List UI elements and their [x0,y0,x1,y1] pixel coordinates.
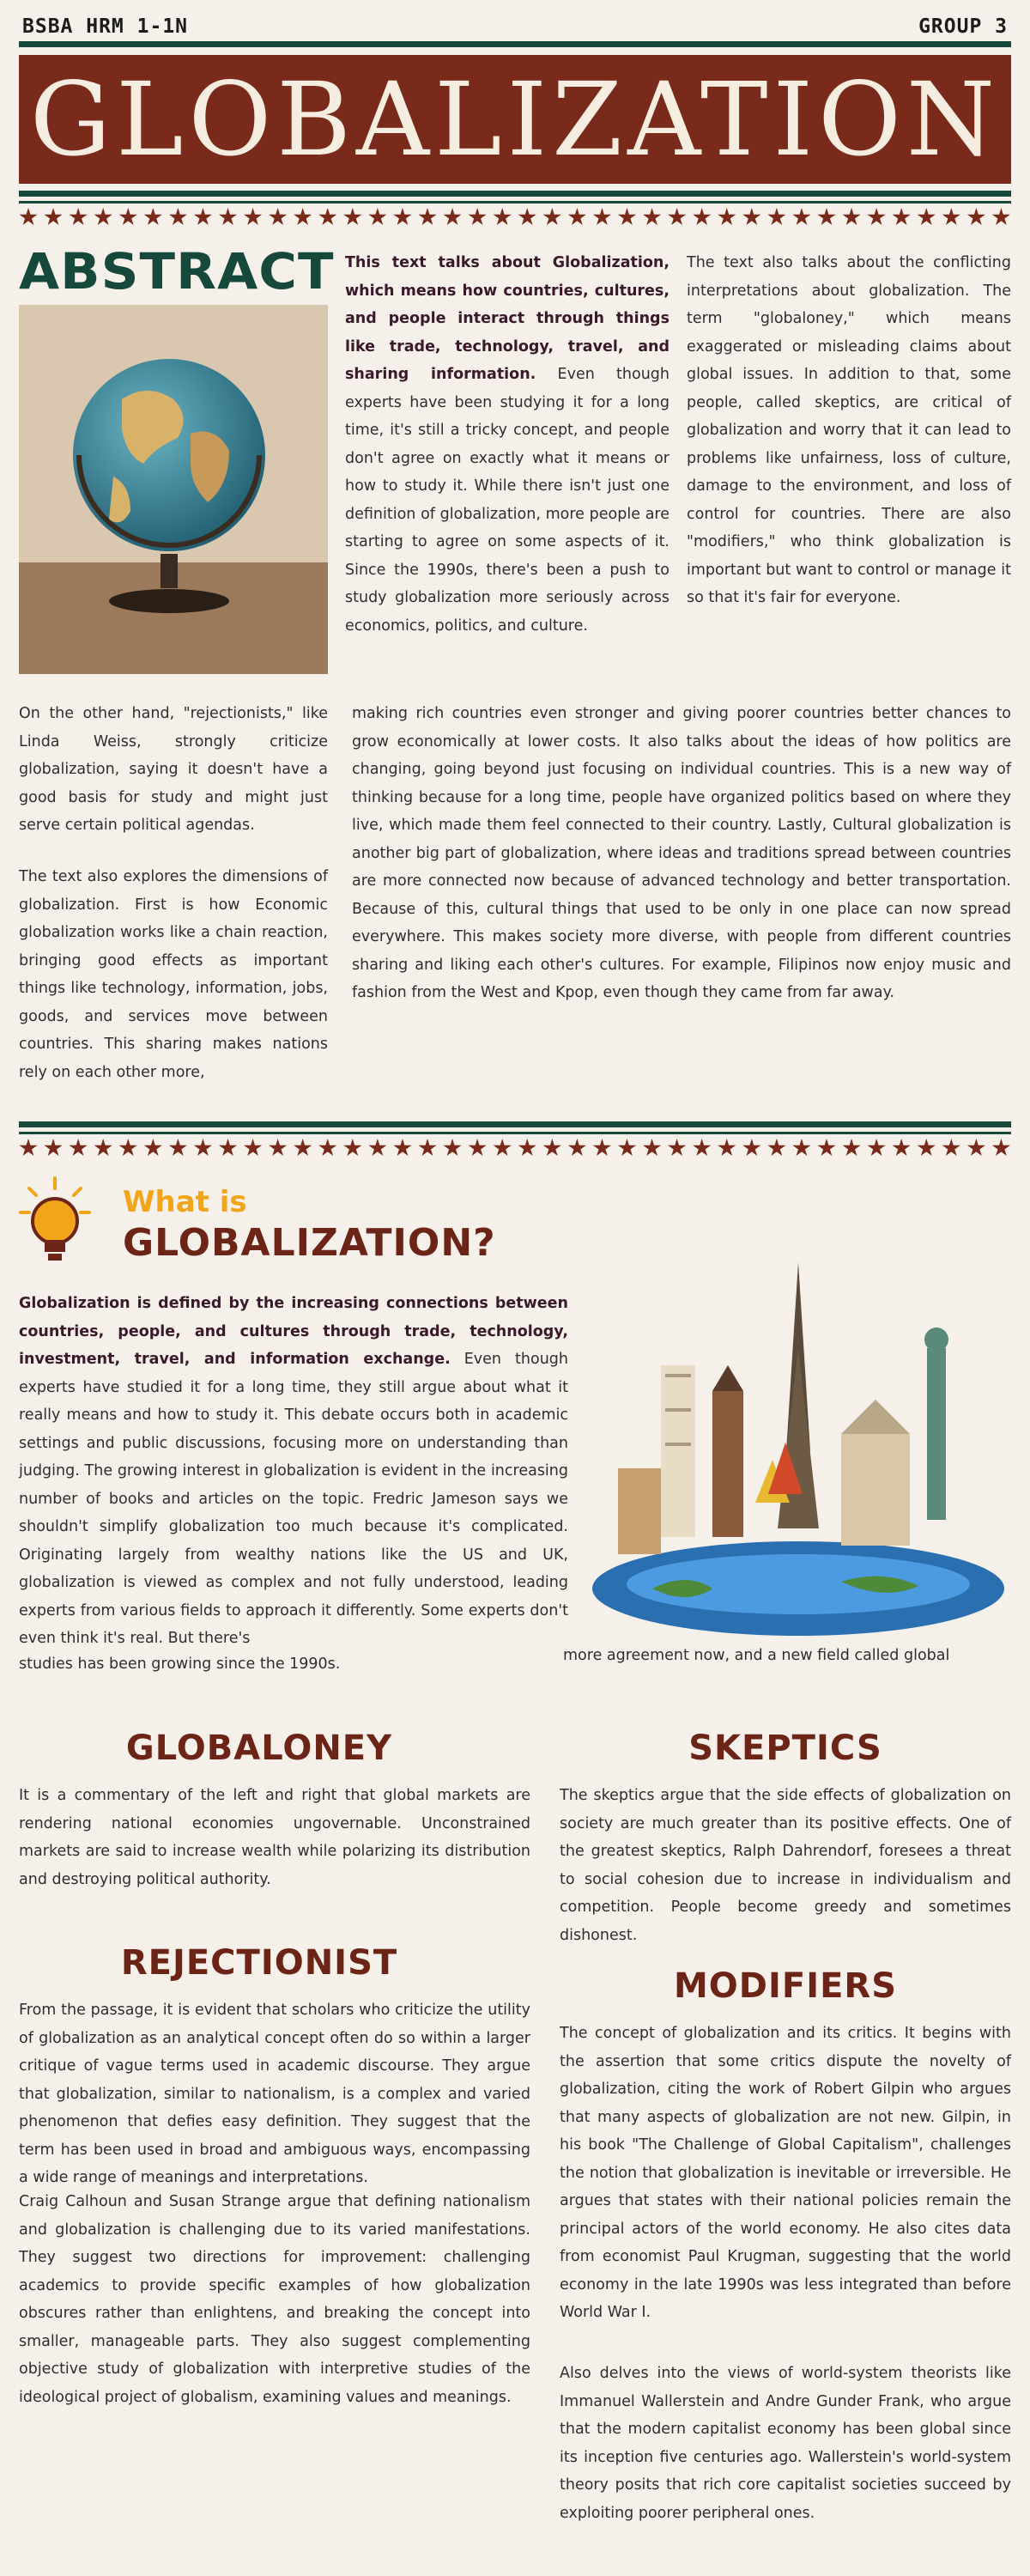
star-icon [393,1139,412,1157]
star-icon [842,1139,861,1157]
star-icon [468,208,487,227]
star-icon [942,208,960,227]
star-icon [418,1139,437,1157]
rule-thin [19,201,1011,204]
star-divider [19,208,1011,230]
star-icon [443,208,462,227]
star-icon [693,208,712,227]
globaloney-text: It is a commentary of the left and right that global markets are rendering national economies ungovernable. Unconstrained markets are said to increase wealth while polarizing its distribution and destroying political authority. [19,1787,530,1888]
star-icon [368,1139,387,1157]
star-icon [917,208,936,227]
star-icon [567,1139,586,1157]
whatis-heading: GLOBALIZATION? [123,1221,496,1265]
star-icon [493,208,512,227]
star-icon [118,208,137,227]
star-icon [817,208,836,227]
star-icon [792,1139,811,1157]
star-icon [493,1139,512,1157]
star-icon [343,208,362,227]
star-icon [143,1139,162,1157]
whatis-text-end: studies has been growing since the 1990s. [19,1656,341,1673]
star-icon [19,208,38,227]
star-divider [19,1139,1011,1161]
star-icon [443,1139,462,1157]
star-icon [244,1139,263,1157]
star-icon [867,208,886,227]
star-icon [792,208,811,227]
star-icon [69,1139,88,1157]
star-icon [393,208,412,227]
course-label: BSBA HRM 1-1N [22,15,189,38]
star-icon [244,208,263,227]
star-icon [368,208,387,227]
star-icon [767,208,786,227]
abstract-right-p: making rich countries even stronger and giving poorer countries better chances to grow economically at lower costs. It also talks about the ideas of how politics are changing, going beyond just focusing on individual countries. This is a new way of thinking because for a long time, people have organized politics based on where they live, which made them feel connected to their country. Lastly, Cultural globalization is another big part of globalization, where ideas and traditions spread between countries are more connected now because of advanced technology and better transportation. Because of this, cultural things that used to be only in one place can now spread everywhere. This makes society more diverse, with people from different countries sharing and liking each other's cultures. For example, Filipinos now enjoy music and fashion from the West and Kpop, even though they came from far away. [352,705,1011,1001]
star-icon [718,208,736,227]
skeptics-text: The skeptics argue that the side effects of globalization on society are much greater than its positive effects. One of the greatest skeptics, Ralph Dahrendorf, foresees a threat to social cohesion due to increase in individualism and competition. People become greedy and sometimes dishonest. [560,1787,1011,1944]
star-icon [219,1139,238,1157]
star-icon [143,208,162,227]
skeptics-heading: SKEPTICS [688,1728,882,1768]
globe-image [19,305,328,674]
abstract-heading: ABSTRACT [19,242,335,301]
abstract-left-p2: The text also explores the dimensions of globalization. First is how Economic globalization works like a chain reaction, bringing good effects as important things like technology, information, jobs, goods, and services move between countries. This sharing makes nations rely on each other more, [19,868,328,1081]
star-icon [892,208,911,227]
star-icon [693,1139,712,1157]
top-rule [19,41,1011,47]
star-icon [294,208,312,227]
star-icon [94,208,112,227]
modifiers-p1: The concept of globalization and its critics. It begins with the assertion that some critics dispute the novelty of globalization, citing the work of Robert Gilpin who argues that many aspects of globalization are not new. Gilpin, in his book "The Challenge of Global Capitalism", challenges the notion that globalization is inevitable or irreversible. He argues that states with their national policies remain the principal actors of the world economy. He also cites data from economist Paul Krugman, suggesting that the world economy in the late 1990s was less integrated than before World War I. [560,2025,1011,2321]
star-icon [567,208,586,227]
star-icon [991,208,1010,227]
star-icon [219,208,238,227]
star-icon [917,1139,936,1157]
star-icon [343,1139,362,1157]
rule-thin [19,1132,1011,1134]
star-icon [618,208,637,227]
abstract-left-p1: On the other hand, "rejectionists," like Linda Weiss, strongly criticize globalization, saying it doesn't have a good basis for study and might just serve certain political agendas. [19,705,328,834]
star-icon [269,1139,288,1157]
star-icon [542,1139,561,1157]
lightbulb-icon [19,1176,91,1271]
star-icon [118,1139,137,1157]
star-icon [592,1139,611,1157]
star-icon [168,1139,187,1157]
star-icon [318,1139,337,1157]
star-icon [69,208,88,227]
star-icon [742,208,761,227]
rejectionist-p1: From the passage, it is evident that scholars who criticize the utility of globalization as an analytical concept often do so within a larger critique of vague terms used in academic discourse. They argue that globalization, similar to nationalism, is a complex and varied phenomenon that defies easy definition. They suggest that the term has been used in broad and ambiguous ways, encompassing a wide range of meanings and interpretations. [19,2002,530,2186]
star-icon [618,1139,637,1157]
star-icon [742,1139,761,1157]
rejectionist-p2: Craig Calhoun and Susan Strange argue that defining nationalism and globalization is challenging due to its varied manifestations. They suggest two directions for improvement: challenging academics to provide specific examples of how globalization obscures rather than enlightens, and breaking the concept into smaller, manageable parts. They also suggest complementing objective study of globalization with interpretive studies of the ideological project of globalism, examining values and meanings. [19,2193,530,2406]
star-icon [468,1139,487,1157]
star-icon [44,208,63,227]
page-title: GLOBALIZATION [29,60,1001,179]
title-banner [19,55,1011,184]
abstract-col2: The text also talks about the conflicting interpretations about globalization. The term "globaloney," which means exaggerated or misleading claims about global issues. In addition to that, some people, called skeptics, are critical of globalization and worry that it can lead to problems like unfairness, loss of culture, damage to the environment, and loss of control for countries. There are also "modifiers," who think globalization is important but want to control or manage it so that it's fair for everyone. [687,254,1011,606]
star-icon [668,208,687,227]
star-icon [518,208,536,227]
star-icon [643,208,662,227]
group-label: GROUP 3 [918,15,1008,38]
star-icon [643,1139,662,1157]
star-icon [817,1139,836,1157]
star-icon [668,1139,687,1157]
whatis-text-tail: more agreement now, and a new field called global [563,1647,950,1664]
star-icon [168,208,187,227]
star-icon [592,208,611,227]
star-icon [19,1139,38,1157]
star-icon [942,1139,960,1157]
star-icon [867,1139,886,1157]
star-icon [94,1139,112,1157]
rule [19,191,1011,197]
star-icon [418,208,437,227]
star-icon [966,208,985,227]
star-icon [193,208,212,227]
abstract-col1: This text talks about Globalization, which means how countries, cultures, and people interact through things like trade, technology, travel, and sharing information. Even though experts have been studying it for a long time, it's still a tricky concept, and people don't agree on exactly what it means or how to study it. While there isn't just one definition of globalization, more people are starting to agree on some aspects of it. Since the 1990s, there's been a push to study globalization more seriously across economics, politics, and culture. [345,254,670,635]
star-icon [718,1139,736,1157]
rule [19,1121,1011,1127]
star-icon [991,1139,1010,1157]
star-icon [542,208,561,227]
star-icon [767,1139,786,1157]
star-icon [193,1139,212,1157]
globaloney-heading: GLOBALONEY [125,1728,393,1768]
whatis-text: Globalization is defined by the increasing connections between countries, people, and cultures through trade, technology, investment, travel, and information exchange. Even though experts have studied it for a long time, they still argue about what it really means and how to study it. This debate occurs both in academic settings and public discussions, focusing more on understanding than judging. The growing interest in globalization is evident in the increasing number of books and articles on the topic. Fredric Jameson says we shouldn't simplify globalization too much because it's complicated. Originating largely from wealthy nations like the US and UK, globalization is viewed as complex and not fully understood, leading experts from various fields to approach it differently. Some experts don't even think it's real. But there's [19,1295,568,1647]
star-icon [892,1139,911,1157]
star-icon [44,1139,63,1157]
rejectionist-heading: REJECTIONIST [120,1943,398,1983]
modifiers-heading: MODIFIERS [673,1966,898,2006]
star-icon [269,208,288,227]
star-icon [318,208,337,227]
world-landmarks-image [584,1245,1011,1636]
star-icon [966,1139,985,1157]
star-icon [518,1139,536,1157]
whatis-small-heading: What is [123,1185,247,1219]
modifiers-p2: Also delves into the views of world-system theorists like Immanuel Wallerstein and Andre Gunder Frank, who argue that the modern capitalist economy has been global since its inception five centuries ago. Wallerstein's world-system theory posits that rich core capitalist societies succeed by exploiting poorer peripheral ones. [560,2365,1011,2522]
star-icon [294,1139,312,1157]
star-icon [842,208,861,227]
